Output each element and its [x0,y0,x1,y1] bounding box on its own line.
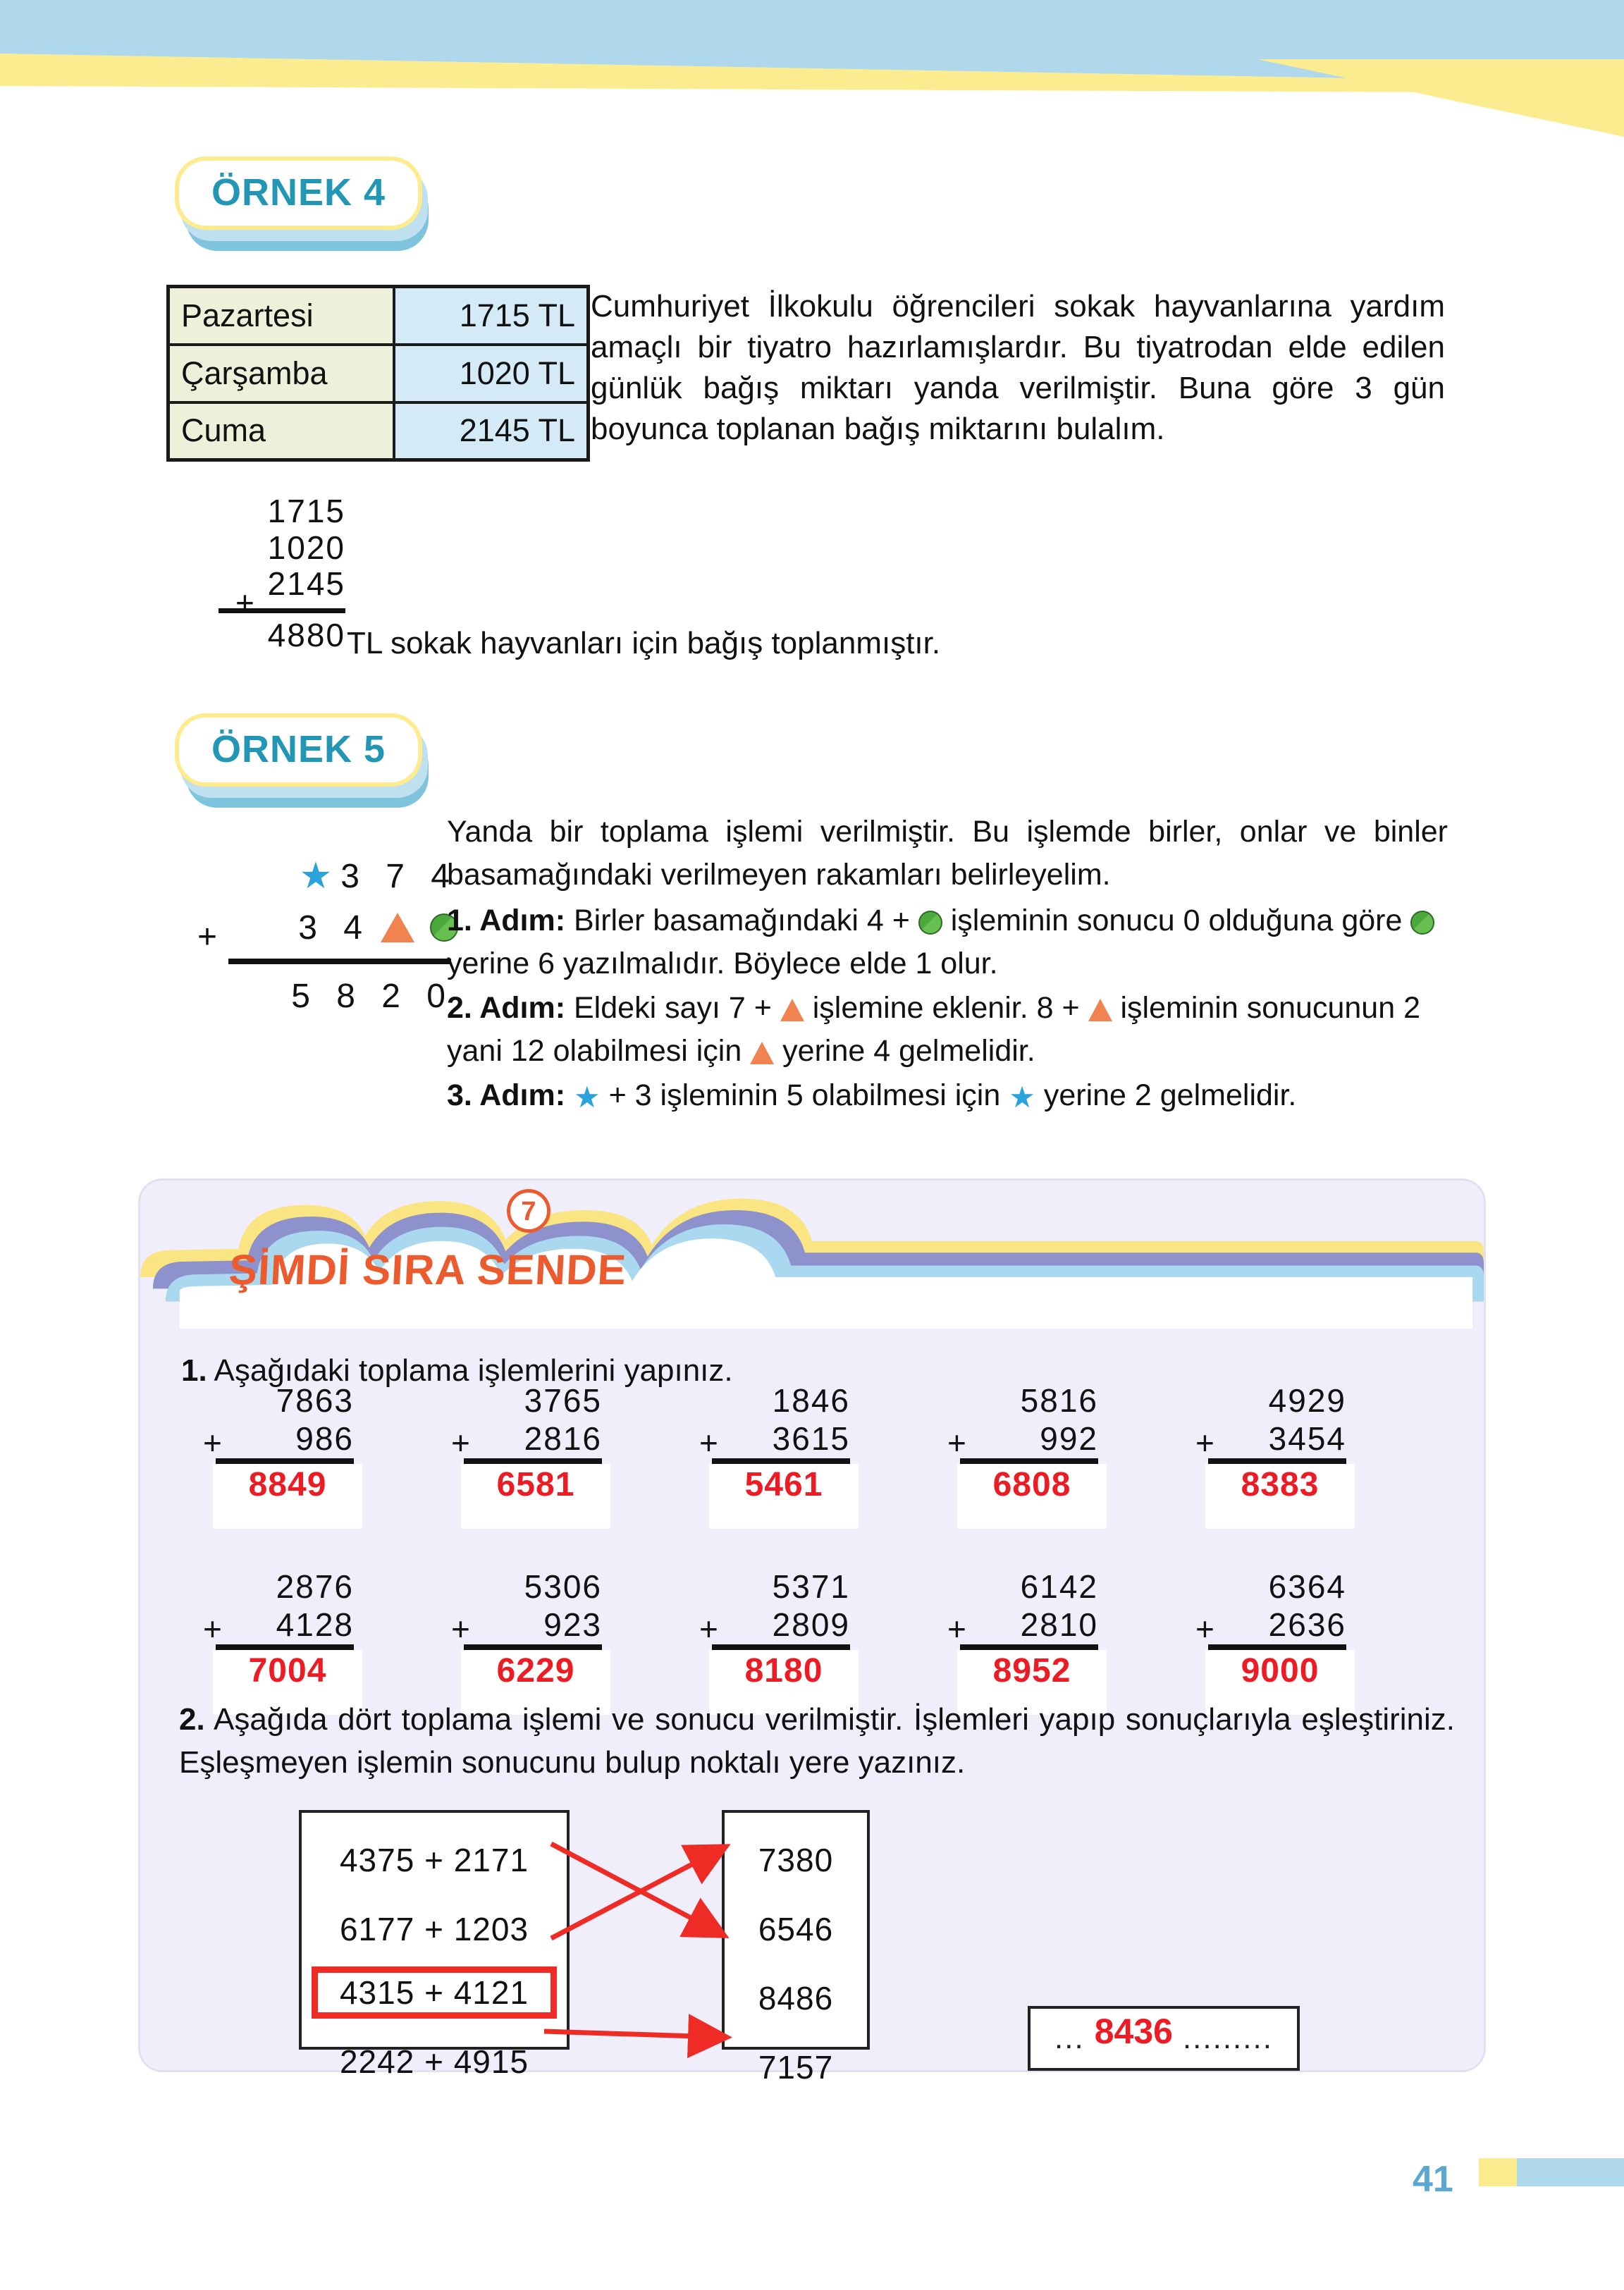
dots-left: ... [1054,2021,1085,2055]
triangle-icon [780,999,804,1021]
exercise-problem [942,1568,1153,1715]
step-2 [447,987,1448,1073]
addition-rule [1208,1644,1346,1650]
table-cell-amount: 1715 TL [394,287,589,345]
problem-row-1 [204,853,458,899]
addition-rule [960,1458,1098,1464]
exercise-problem [1190,1381,1401,1529]
triangle-icon [381,913,414,942]
donation-table [166,285,590,462]
answer-field[interactable]: 5461 [709,1464,859,1529]
addend-a: 1846 [772,1382,850,1419]
example-4-paragraph: Cumhuriyet İlkokulu öğrencileri sokak hayvanlarına yardım amaçlı bir tiyatro hazırlamışlardır. Bu tiyatrodan elde edilen günlük bağış miktarı yanda verilmiştir. Buna göre 3 gün boyunca toplanan bağış miktarını bulalım. [591,289,1445,447]
addition-rule [464,1458,602,1464]
addend-a: 4929 [1268,1382,1346,1419]
match-left-item[interactable]: 6177 + 1203 [339,1911,529,1947]
exercise-problem [694,1381,905,1529]
table-row [168,345,589,402]
addend-b: 986 [295,1420,354,1458]
exercise-problem [445,1568,657,1715]
addend-1: 1715 [267,493,345,529]
question-1-text: Aşağıdaki toplama işlemlerini yapınız. [214,1353,733,1388]
example-5-label: ÖRNEK 5 [175,713,422,787]
problem-row-2-digits: 3 4 [298,909,371,947]
step-1-part-3: yerine 6 yazılmalıdır. Böylece elde 1 olur. [447,947,998,981]
step-3-label: 3. Adım: [447,1078,566,1113]
addend-b: 2809 [772,1606,850,1644]
problem-row-2 [204,902,458,953]
problem-row-1-digits: 3 7 4 [340,857,458,895]
addend-b: 3615 [772,1420,850,1458]
exercise-problem [445,1381,657,1529]
step-3 [447,1074,1448,1117]
exercise-problem [942,1381,1153,1529]
answer-field[interactable]: 9000 [1205,1650,1355,1715]
answer-field[interactable]: 6229 [461,1650,610,1715]
question-2 [179,1699,1455,1784]
addend-b: 3454 [1268,1420,1346,1458]
circle-icon [918,911,942,935]
plus-operator: + [699,1611,718,1647]
addend-b: 2636 [1268,1606,1346,1644]
exercise-problem [197,1568,409,1715]
question-2-text: Aşağıda dört toplama işlemi ve sonucu verilmiştir. İşlemleri yapıp sonuçlarıyla eşleştiriniz. Eşleşmeyen işlemin sonucunu bulup noktalı yere yazınız. [179,1702,1455,1780]
star-icon: ★ [574,1080,601,1114]
table-cell-day: Pazartesi [168,287,394,345]
match-right-item[interactable]: 8486 [758,1980,834,2017]
addend-b: 992 [1040,1420,1098,1458]
arrow-match-1 [551,1844,716,1931]
plus-operator: + [947,1611,966,1647]
star-icon: ★ [299,856,333,897]
match-right-item[interactable]: 6546 [758,1911,834,1947]
step-1-part-1: Birler basamağındaki 4 + [574,904,910,938]
exercise-problem [197,1381,409,1529]
table-row [168,287,589,345]
table-row [168,402,589,460]
arrow-match-2 [551,1851,718,1938]
addend-a: 5816 [1020,1382,1098,1419]
example-5-explanation [447,811,1448,1117]
triangle-icon [750,1042,774,1064]
problem-sum: 5 8 2 0 [291,978,454,1015]
step-2-part-1: Eldeki sayı 7 + [574,991,772,1026]
plus-operator: + [451,1611,470,1647]
addend-a: 2876 [276,1568,354,1605]
triangle-icon [1088,999,1112,1021]
addend-a: 6364 [1268,1568,1346,1605]
step-2-part-4: yerine 4 gelmelidir. [782,1034,1035,1069]
plus-operator: + [699,1424,718,1461]
plus-operator: + [203,1424,222,1461]
plus-operator: + [197,918,218,956]
answer-field[interactable]: 8383 [1205,1464,1355,1529]
exercise-problem [1190,1568,1401,1715]
addition-rule [464,1644,602,1650]
star-icon: ★ [1009,1080,1035,1114]
answer-field[interactable]: 8849 [213,1464,362,1529]
step-1-part-2: işleminin sonucu 0 olduğuna göre [950,904,1403,938]
addition-rule [1208,1458,1346,1464]
example-4-conclusion: TL sokak hayvanları için bağış toplanmıştır. [347,626,941,660]
addend-a: 6142 [1020,1568,1098,1605]
answer-field[interactable]: 8952 [957,1650,1107,1715]
addition-rule [960,1644,1098,1650]
matching-left-column [299,1810,570,2080]
question-2-number: 2. [179,1702,205,1737]
example-4-badge [175,156,422,230]
explanation-intro: Yanda bir toplama işlemi verilmiştir. Bu işlemde birler, onlar ve binler basamağındaki verilmeyen rakamları belirleyelim. [447,815,1448,892]
plus-operator: + [235,584,254,621]
match-left-item-label: 4315 + 4121 [339,1974,529,2011]
addition-rule [216,1644,354,1650]
addend-a: 3765 [524,1382,602,1419]
example-5-badge [175,713,422,787]
exercise-problem [694,1568,905,1715]
addition-rule [712,1458,850,1464]
activity-title: ŞİMDİ SIRA SENDE [228,1246,628,1293]
dots-right: ......... [1182,2021,1273,2055]
activity-badge: 7 [507,1189,550,1233]
step-1 [447,899,1448,985]
missing-answer-value: 8436 [1094,2012,1173,2051]
step-3-part-2: yerine 2 gelmelidir. [1043,1078,1297,1113]
match-right-item[interactable]: 7157 [758,2049,834,2086]
answer-field[interactable]: 6808 [957,1464,1107,1529]
example-4-label: ÖRNEK 4 [175,156,422,230]
addend-a: 5306 [524,1568,602,1605]
answer-field[interactable]: 8180 [709,1650,859,1715]
addition-rule [712,1644,850,1650]
addition-rule [228,959,451,964]
step-1-label: 1. Adım: [447,904,566,938]
table-cell-day: Çarşamba [168,345,394,402]
footer-blue-tab [1517,2158,1624,2186]
circle-icon [1410,911,1434,935]
example-5-problem [197,853,458,1016]
arrow-match-3 [544,2031,718,2037]
table-cell-amount: 1020 TL [394,345,589,402]
answer-box[interactable] [1028,2006,1300,2071]
plus-operator: + [451,1424,470,1461]
match-left-item[interactable]: 2242 + 4915 [339,2043,529,2080]
footer-yellow-tab [1479,2158,1517,2186]
addend-b: 2816 [524,1420,602,1458]
answer-field[interactable]: 7004 [213,1650,362,1715]
addend-a: 5371 [772,1568,850,1605]
addend-a: 7863 [276,1382,354,1419]
addition-rule [216,1458,354,1464]
step-2-part-3: işleminin sonucunun 2 yani 12 olabilmesi için [447,991,1420,1069]
plus-operator: + [1195,1611,1214,1647]
plus-operator: + [947,1424,966,1461]
addend-b: 923 [543,1606,602,1644]
match-left-item-highlighted[interactable] [312,1966,557,2019]
addition-sum: 4880 [267,616,345,653]
addend-b: 4128 [276,1606,354,1644]
table-cell-day: Cuma [168,402,394,460]
answer-field[interactable]: 6581 [461,1464,610,1529]
addend-2: 1020 [267,529,345,566]
step-3-part-1: + 3 işleminin 5 olabilmesi için [608,1078,1001,1113]
matching-arrows [536,1804,768,2072]
step-2-part-2: işlemine eklenir. 8 + [812,991,1080,1026]
step-2-label: 2. Adım: [447,991,566,1026]
plus-operator: + [203,1611,222,1647]
page-number: 41 [1413,2159,1453,2200]
addend-3: 2145 [267,565,345,603]
addend-b: 2810 [1020,1606,1098,1644]
match-left-item[interactable]: 4375 + 2171 [339,1842,529,1878]
plus-operator: + [1195,1424,1214,1461]
table-cell-amount: 2145 TL [394,402,589,460]
question-1-number: 1. [181,1353,207,1388]
match-right-item[interactable]: 7380 [758,1842,834,1878]
